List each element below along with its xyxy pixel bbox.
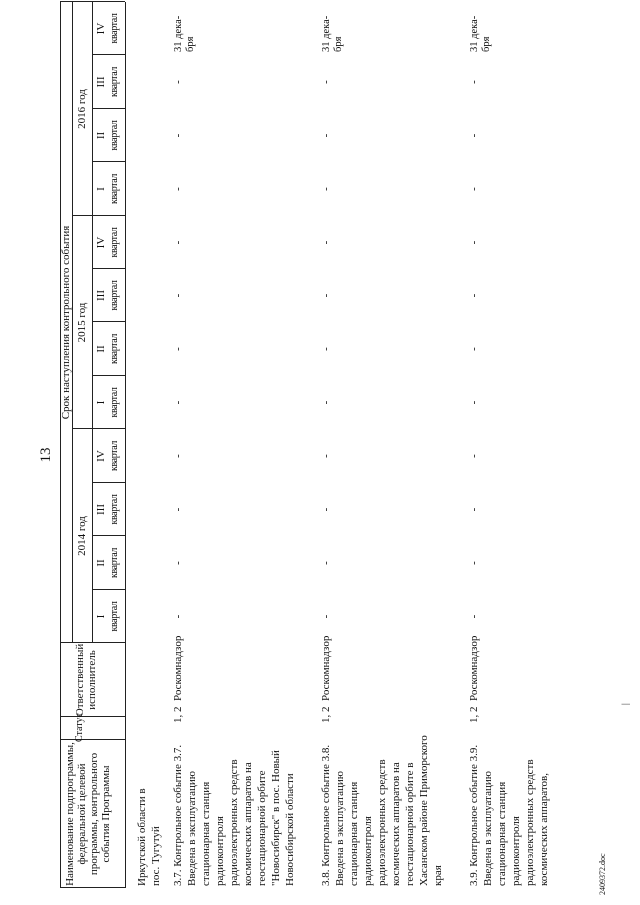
table-rule — [92, 2, 93, 643]
deadline-cell-line: 31 дека- — [469, 15, 480, 52]
header-quarter-number: III — [95, 290, 107, 301]
header-quarter-number: I — [95, 400, 107, 405]
header-year-2015: 2015 год — [76, 302, 88, 343]
quarter-cell-value: - — [172, 400, 184, 405]
quarter-cell-value: - — [468, 507, 480, 512]
quarter-cell-value: - — [320, 614, 332, 619]
quarter-cell-value: - — [468, 454, 480, 458]
control-event-name-line: Введена в эксплуатацию — [334, 771, 346, 886]
quarter-cell-value: - — [172, 347, 184, 351]
control-event-name-line: космических аппаратов, — [538, 773, 550, 886]
header-quarter-label: квартал — [109, 13, 120, 44]
quarter-cell-value: - — [320, 454, 332, 458]
quarter-cell-value: - — [468, 240, 480, 245]
quarter-cell-value: - — [468, 187, 480, 191]
header-quarter-label: квартал — [109, 120, 120, 151]
quarter-cell-value: - — [172, 80, 184, 84]
header-quarter-label: квартал — [109, 280, 120, 311]
header-quarter-label: квартал — [109, 494, 120, 525]
quarter-cell-value: - — [172, 133, 184, 138]
quarter-cell-value: - — [468, 614, 480, 619]
quarter-cell-value: - — [320, 187, 332, 191]
control-event-name-line: радиоконтроля — [214, 816, 226, 886]
quarter-cell-value: - — [320, 133, 332, 138]
deadline-cell-line: 31 дека- — [173, 15, 184, 52]
header-quarter-number: IV — [95, 22, 107, 35]
quarter-cell-value: - — [320, 561, 332, 565]
header-year-2016: 2016 год — [76, 89, 88, 129]
header-quarter-number: I — [95, 614, 107, 619]
header-quarter-number: III — [95, 76, 107, 88]
control-event-name-line: 3.9. Контрольное событие 3.9. — [468, 744, 480, 886]
quarter-cell-value: - — [468, 561, 480, 565]
header-quarter-number: IV — [95, 236, 107, 249]
quarter-cell-value: - — [172, 614, 184, 619]
header-quarter-label: квартал — [109, 601, 120, 632]
deadline-cell-line: бря — [481, 36, 492, 52]
quarter-cell-value: - — [172, 561, 184, 565]
header-quarter-number: I — [95, 187, 107, 191]
control-event-name-line: радиоэлектронных средств — [524, 759, 536, 886]
status-cell: 1, 2 — [468, 706, 480, 723]
header-quarter-label: квартал — [109, 548, 120, 578]
control-event-name-line: стационарная станция — [348, 781, 360, 886]
header-quarter-label: квартал — [109, 441, 120, 471]
continuation-text-line: пос. Тугутуй — [150, 826, 162, 886]
footer-filename: 2409372.doc — [598, 853, 607, 895]
quarter-cell-value: - — [320, 293, 332, 298]
quarter-cell-value: - — [468, 400, 480, 405]
page-number: 13 — [38, 447, 54, 463]
control-event-name-line: космических аппаратов на — [390, 762, 402, 886]
control-event-name-line: радиоэлектронных средств — [228, 759, 240, 886]
quarter-cell-value: - — [468, 80, 480, 84]
quarter-cell-value: - — [320, 400, 332, 405]
header-name-column: Наименование подпрограммы, федеральной целевой программы, контрольного события Программы — [64, 742, 112, 886]
header-quarter-number: IV — [95, 450, 107, 462]
table-rule — [125, 2, 126, 888]
control-event-name-line: радиоконтроля — [510, 816, 522, 886]
control-event-name-line: геостационарной орбите в — [404, 762, 416, 886]
control-event-name-line: "Новосибирск" в пос. Новый — [270, 750, 282, 886]
header-quarter-label: квартал — [109, 67, 120, 97]
control-event-name-line: стационарная станция — [496, 781, 508, 886]
deadline-cell-line: 31 дека- — [321, 15, 332, 52]
header-year-2014: 2014 год — [76, 516, 88, 556]
footer-mark: | — [620, 703, 630, 705]
quarter-cell-value: - — [468, 347, 480, 351]
control-event-name-line: космических аппаратов на — [242, 762, 254, 886]
quarter-cell-value: - — [172, 240, 184, 245]
control-event-name-line: 3.7. Контрольное событие 3.7. — [172, 744, 184, 886]
control-event-name-line: Хасанском районе Приморского — [418, 735, 430, 886]
quarter-cell-value: - — [320, 347, 332, 351]
control-event-name-line: края — [432, 865, 444, 886]
quarter-cell-value: - — [468, 293, 480, 298]
control-event-name-line: стационарная станция — [200, 781, 212, 886]
header-quarter-label: квартал — [109, 174, 120, 204]
quarter-cell-value: - — [468, 133, 480, 138]
quarter-cell-value: - — [320, 80, 332, 84]
quarter-cell-value: - — [172, 187, 184, 191]
quarter-cell-value: - — [320, 240, 332, 245]
control-event-name-line: Введена в эксплуатацию — [186, 771, 198, 886]
header-quarter-label: квартал — [109, 334, 120, 364]
header-quarter-number: II — [95, 131, 107, 140]
continuation-text-line: Иркутской области в — [136, 788, 148, 886]
executor-cell: Роскомнадзор — [172, 635, 184, 701]
header-quarter-number: II — [95, 345, 107, 353]
deadline-cell-line: бря — [333, 36, 344, 52]
control-event-name-line: радиоэлектронных средств — [376, 759, 388, 886]
header-executor-column: Ответственный исполнитель — [74, 643, 98, 717]
header-quarter-label: квартал — [109, 387, 120, 418]
header-deadline-column: Срок наступления контрольного события — [60, 225, 72, 420]
deadline-cell-line: бря — [185, 36, 196, 52]
header-quarter-label: квартал — [109, 227, 120, 258]
status-cell: 1, 2 — [320, 706, 332, 723]
executor-cell: Роскомнадзор — [320, 635, 332, 701]
quarter-cell-value: - — [320, 507, 332, 512]
quarter-cell-value: - — [172, 454, 184, 458]
control-event-name-line: 3.8. Контрольное событие 3.8. — [320, 744, 332, 886]
quarter-cell-value: - — [172, 507, 184, 512]
executor-cell: Роскомнадзор — [468, 635, 480, 701]
header-quarter-number: II — [95, 559, 107, 567]
control-event-name-line: Введена в эксплуатацию — [482, 771, 494, 886]
quarter-cell-value: - — [172, 293, 184, 298]
status-cell: 1, 2 — [172, 706, 184, 723]
control-event-name-line: Новосибирской области — [284, 773, 296, 886]
control-event-name-line: радиоконтроля — [362, 816, 374, 886]
header-status-column: Статус — [74, 713, 85, 742]
header-quarter-number: III — [95, 504, 107, 515]
table-rule — [72, 2, 73, 643]
control-event-name-line: геостационарной орбите — [256, 770, 268, 886]
